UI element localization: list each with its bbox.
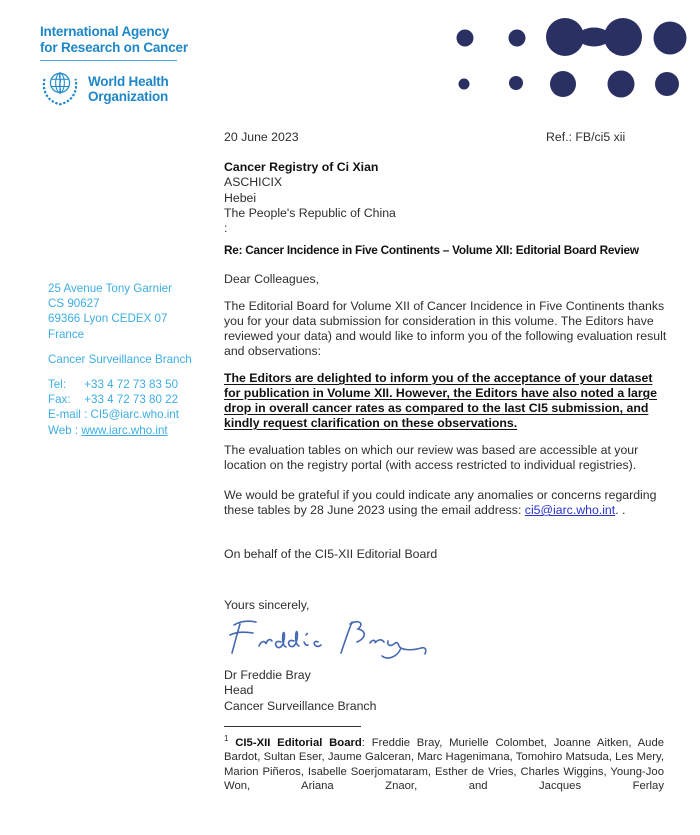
letter-ref: Ref.: FB/ci5 xii [546, 130, 626, 144]
sidebar-fax-line [48, 392, 223, 407]
recipient-line: The People's Republic of China [224, 205, 396, 220]
email-value: CI5@iarc.who.int [90, 408, 179, 422]
date-ref-row [224, 130, 669, 145]
paragraph-contact-text: We would be grateful if you could indicate any anomalies or concerns regarding these tables by 28 June 2023 using the email address: [224, 488, 657, 517]
iarc-agency-name [40, 24, 220, 55]
email-link[interactable]: ci5@iarc.who.int [524, 503, 616, 517]
footnote-body: : Freddie Bray, Murielle Colombet, Joanne Aitken, Aude Bardot, Sultan Eser, Jaume Galceran, Marc Hagenimana, Tomohiro Matsuda, Les Mery, Marion Piñeros, Isabelle Soerjomataram, Esther de Vries, Charles Wiggins, Young-Joo Won, Ariana Znaor, and Jacques Ferlay [224, 736, 665, 792]
closing-line: Yours sincerely, [224, 598, 310, 612]
recipient-name: Cancer Registry of Ci Xian [224, 160, 379, 174]
iarc-agency-line2: for Research on Cancer [40, 39, 188, 55]
recipient-line: : [224, 221, 228, 236]
paragraph-contact [224, 488, 669, 518]
signer-branch: Cancer Surveillance Branch [224, 698, 377, 713]
logo-divider [40, 60, 177, 61]
handwritten-signature [224, 610, 669, 668]
signer-name: Dr Freddie Bray [224, 668, 311, 682]
web-link[interactable]: www.iarc.who.int [81, 423, 168, 437]
who-name [88, 75, 169, 104]
sidebar-address-line: France [48, 327, 85, 341]
email-label: E-mail : [48, 408, 88, 422]
sidebar-tel-line [48, 377, 223, 392]
footnote-label: CI5-XII Editorial Board [235, 736, 362, 749]
who-name-line1: World Health [88, 74, 169, 89]
iarc-dots-logo [440, 0, 700, 110]
signer-title: Head [224, 683, 254, 698]
subject-line: Re: Cancer Incidence in Five Continents – Volume XII: Editorial Board Review [224, 243, 639, 257]
signer-block [224, 668, 669, 714]
paragraph-tables: The evaluation tables on which our review was based are accessible at your location on the registry portal (with access restricted to individual registries). [224, 443, 639, 472]
who-name-line2: Organization [88, 88, 169, 104]
paragraph-contact-tail: . . [615, 503, 626, 517]
iarc-logo-block [40, 24, 220, 112]
salutation: Dear Colleagues, [224, 272, 320, 286]
sidebar-email-line [48, 407, 223, 422]
paragraph-emphasis: The Editors are delighted to inform you of the acceptance of your dataset for publication in Volume XII. However, the Editors have also noted a large drop in overall cancer rates as compared to the last CI5 submission, and kindly request clarification on these observations. [224, 371, 657, 430]
on-behalf-line: On behalf of the CI5-XII Editorial Board [224, 547, 438, 561]
footnote-marker: 1 [224, 734, 229, 743]
web-label: Web : [48, 423, 79, 437]
sidebar-contact-block [48, 281, 223, 438]
who-emblem-icon [40, 67, 80, 112]
fax-value: +33 4 72 73 80 22 [84, 393, 179, 407]
footnote-text [224, 732, 664, 793]
fax-label: Fax: [48, 393, 71, 407]
tel-value: +33 4 72 73 83 50 [84, 378, 179, 392]
recipient-line: ASCHICIX [224, 175, 283, 190]
iarc-agency-line1: International Agency [40, 24, 170, 39]
letter-date: 20 June 2023 [224, 130, 299, 144]
sidebar-address-line: CS 90627 [48, 297, 100, 311]
tel-label: Tel: [48, 378, 67, 392]
recipient-line: Hebei [224, 190, 257, 205]
footnote-block [224, 726, 664, 793]
sidebar-address-line: 69366 Lyon CEDEX 07 [48, 312, 168, 326]
recipient-block [224, 160, 669, 236]
sidebar-branch-name: Cancer Surveillance Branch [48, 352, 192, 366]
sidebar-address-line: 25 Avenue Tony Garnier [48, 282, 172, 295]
footnote-divider [224, 726, 361, 727]
sidebar-web-line [48, 423, 223, 438]
paragraph-intro: The Editorial Board for Volume XII of Cancer Incidence in Five Continents thanks you for your data submission for consideration in this volume. The Editors have reviewed your data) and would like to inform you of the following evaluation result and observations: [224, 299, 667, 358]
